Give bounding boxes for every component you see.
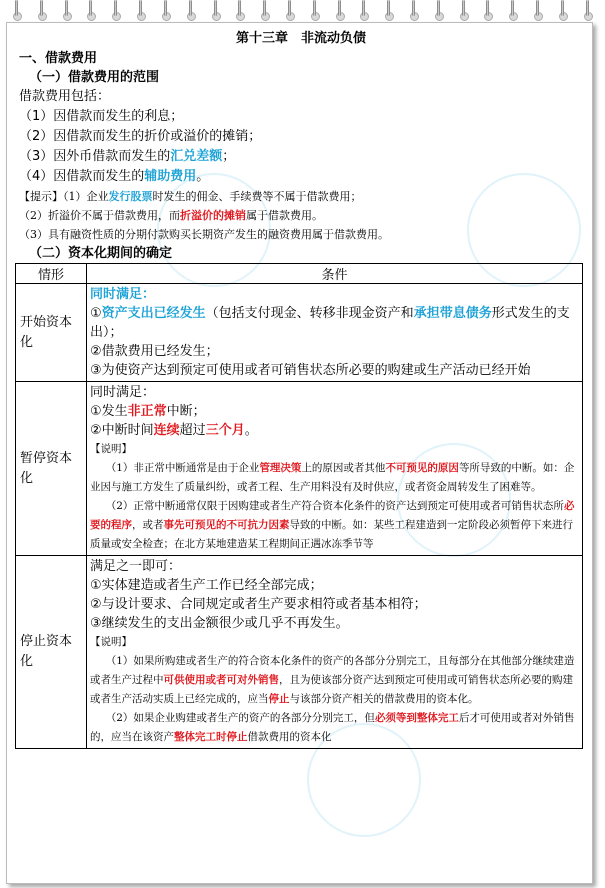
row-conditions: 同时满足： ①发生非正常中断； ②中断时间连续超过三个月。 【说明】 （1）非正常中断通常是由于企业管理决策上的原因或者其他不可预见的原因等所导致的中断。如：企业因与施工方发生了质量纠纷，或者工程、生产用料没有及时供应，或者资金周转发生了困难等。 （2）正常中断通常仅限于因购建或者生产符合资本化条件的资产达到预定可使用或者可销售状态所必要的程序，或者事先可预见的不可抗力因素导致的中断。如：某些工程建造到一定阶段必须暂停下来进行质量或安全检查；在北方某地建造某工程期间正遇冰冻季节等 [87,382,583,556]
tip-line: （3）具有融资性质的分期付款购买长期资产发生的融资费用属于借款费用。 [19,228,389,241]
tip-line: 【提示】（1）企业发行股票时发生的佣金、手续费等不属于借款费用； [19,190,362,203]
column-header: 条件 [87,264,583,284]
list-item: （3）因外币借款而发生的汇兑差额； [19,149,236,164]
subsection-heading: （二）资本化期间的确定 [29,246,173,261]
table-row [16,382,583,556]
section-heading: 一、借款费用 [19,51,98,66]
subsection-heading: （一）借款费用的范围 [29,70,160,85]
table-row [16,284,583,382]
column-header: 情形 [16,264,87,284]
table-row [16,556,583,749]
row-label: 停止资本化 [16,556,87,749]
list-item: （2）因借款而发生的折价或溢价的摊销； [19,129,262,144]
list-item: （1）因借款而发生的利息； [19,109,184,124]
notebook-page [6,22,593,884]
capitalization-table [15,263,583,749]
row-label: 暂停资本化 [16,382,87,556]
row-conditions: 满足之一即可： ①实体建造或者生产工作已经全部完成； ②与设计要求、合同规定或者生产要求相符或者基本相符； ③继续发生的支出金额很少或几乎不再发生。 【说明】 （1）如果所购建或者生产的符合资本化条件的资产的各部分分别完工，且每部分在其他部分继续建造或者生产过程中可供使用或者可对外销售，且为使该部分资产达到预定可使用或可销售状态所必要的购建或者生产活动实质上已经完成的，应当停止与该部分资产相关的借款费用的资本化。 （2）如果企业购建或者生产的资产的各部分分别完工，但必须等到整体完工后才可使用或者对外销售的，应当在该资产整体完工时停止借款费用的资本化 [87,556,583,749]
chapter-title: 第十三章 非流动负债 [235,31,366,46]
row-label: 开始资本化 [16,284,87,382]
row-conditions: 同时满足： ①资产支出已经发生（包括支付现金、转移非现金资产和承担带息债务形式发生的支出）； ②借款费用已经发生； ③为使资产达到预定可使用或者可销售状态所必要的购建或生产活动已经开始 [87,284,583,382]
tip-line: （2）折溢价不属于借款费用，而折溢价的摊销属于借款费用。 [19,209,323,222]
list-item: （4）因借款而发生的辅助费用。 [19,169,210,184]
notebook-spiral [10,0,595,22]
table-header-row [16,264,583,284]
intro-text: 借款费用包括： [19,89,111,104]
